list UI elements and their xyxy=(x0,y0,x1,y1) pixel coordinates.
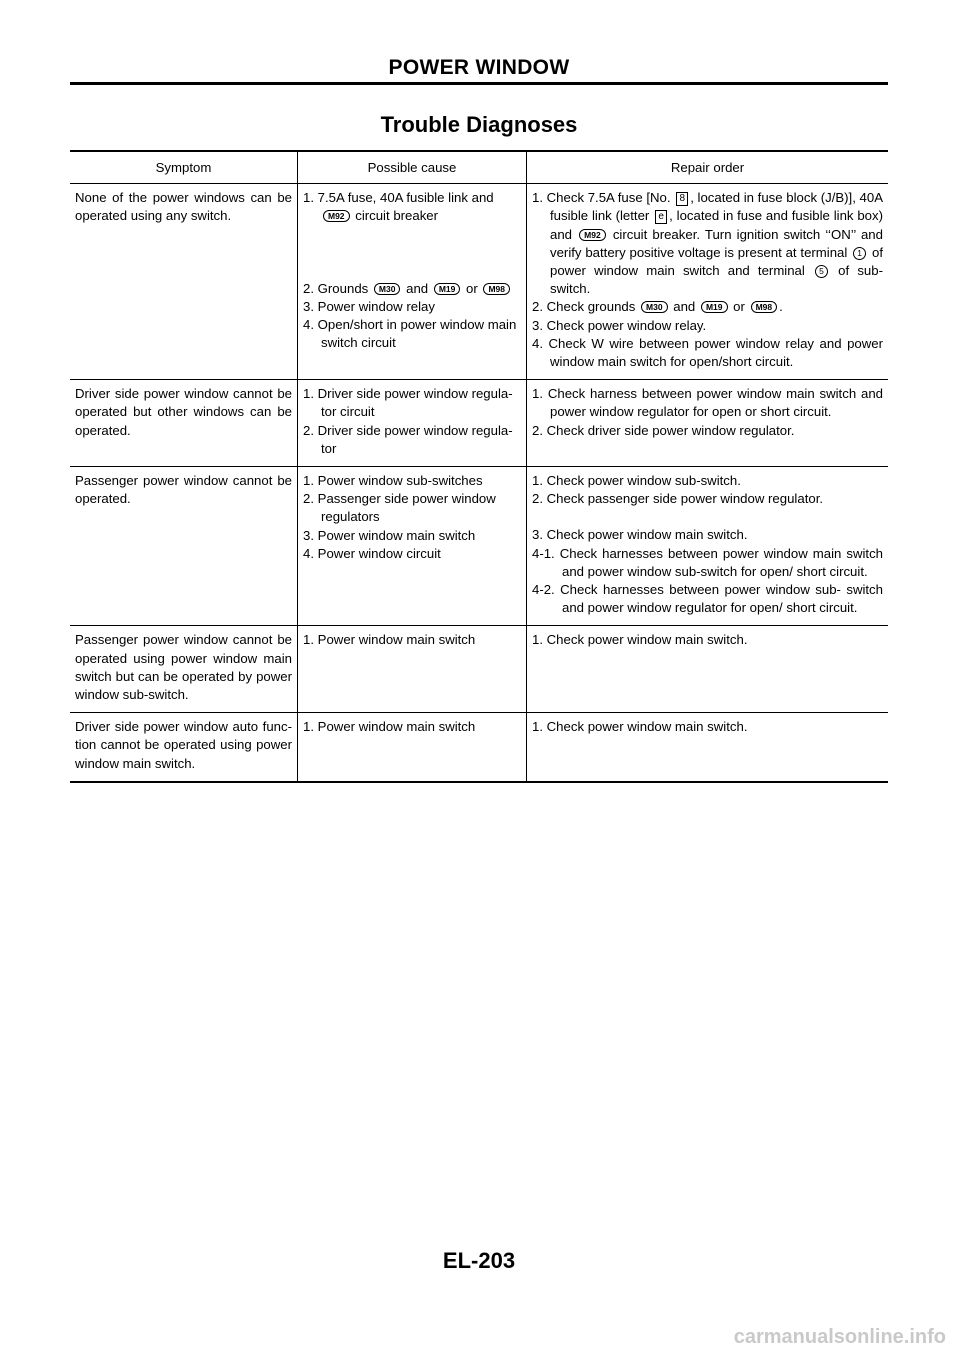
repair-item: 4. Check W wire between power window relay and power window main switch for open/short circuit. xyxy=(532,335,883,370)
page-number: EL-203 xyxy=(442,1248,516,1273)
cause-text: 2. Grounds xyxy=(303,280,369,296)
repair-text: . xyxy=(779,299,783,315)
section-header: POWER WINDOW xyxy=(388,56,570,79)
connector-tag: M19 xyxy=(434,283,461,295)
cause-text: and xyxy=(406,280,429,296)
repair-text: circuit breaker. Turn ignition switch ‘‘ON’’ and verify battery positive voltage is present at terminal xyxy=(550,226,883,260)
header-possible-cause: Possible cause xyxy=(298,151,527,184)
cause-cell xyxy=(298,713,527,782)
cause-item xyxy=(303,189,521,225)
connector-tag: M19 xyxy=(701,301,728,313)
cause-item: 3. Power window relay xyxy=(303,298,435,314)
repair-item xyxy=(532,189,883,298)
symptom-cell: Driver side power window cannot be operated but other windows can be operated. xyxy=(70,380,298,467)
repair-item: 2. Check driver side power window regulator. xyxy=(532,422,795,438)
repair-text: or xyxy=(733,299,745,315)
page-title: Trouble Diagnoses xyxy=(380,112,578,137)
table-row xyxy=(70,467,888,626)
repair-item: 1. Check power window sub-switch. xyxy=(532,473,741,489)
table-row xyxy=(70,184,888,380)
connector-tag: M92 xyxy=(323,210,350,222)
connector-tag: M98 xyxy=(483,283,510,295)
trouble-diagnoses-table xyxy=(70,150,888,783)
table-row xyxy=(70,626,888,713)
repair-item: 1. Check power window main switch. xyxy=(532,719,748,735)
repair-text: of power window main switch and terminal xyxy=(550,244,883,279)
cause-text: or xyxy=(466,280,478,296)
cause-text: 1. 7.5A fuse, 40A fusible link and xyxy=(303,190,494,206)
repair-cell xyxy=(527,380,889,467)
repair-item: 4-2. Check harnesses between power window sub- switch and power window regulator for open/ short circuit. xyxy=(532,582,883,616)
repair-item: 1. Check power window main switch. xyxy=(532,632,748,648)
cause-item: 1. Power window sub-switches xyxy=(303,473,483,489)
cause-item: 1. Power window main switch xyxy=(303,719,476,735)
connector-tag: M30 xyxy=(374,283,401,295)
repair-text: of sub-switch. xyxy=(550,263,883,297)
connector-tag: M92 xyxy=(579,229,606,241)
terminal-number-circle: 1 xyxy=(853,247,866,260)
repair-text: and xyxy=(673,299,696,315)
repair-cell xyxy=(527,626,889,713)
cause-text: circuit breaker xyxy=(355,208,439,224)
symptom-cell: Passenger power window cannot be operated. xyxy=(70,467,298,626)
table-header-row xyxy=(70,151,888,184)
repair-text: , located in fuse block (J/B)], 40A fusible link (letter xyxy=(550,190,883,224)
repair-text: 2. Check grounds xyxy=(532,299,636,315)
table-row xyxy=(70,380,888,467)
cause-item: 1. Driver side power window regula- tor circuit xyxy=(303,386,513,420)
repair-item: 4-1. Check harnesses between power window main switch and power window sub-switch for open/ short circuit. xyxy=(532,545,883,579)
cause-item xyxy=(303,280,521,298)
repair-item: 1. Check harness between power window main switch and power window regulator for open or short circuit. xyxy=(532,386,883,420)
fusible-link-letter-box: e xyxy=(655,210,667,224)
cause-cell xyxy=(298,380,527,467)
repair-item: 2. Check passenger side power window regulator. xyxy=(532,491,824,507)
repair-cell xyxy=(527,184,889,380)
repair-cell xyxy=(527,713,889,782)
cause-item: 2. Driver side power window regula- tor xyxy=(303,422,513,456)
cause-cell xyxy=(298,626,527,713)
repair-item: 3. Check power window relay. xyxy=(532,317,707,333)
repair-item: 3. Check power window main switch. xyxy=(532,527,748,543)
repair-cell xyxy=(527,467,889,626)
cause-item: 4. Open/short in power window main switch circuit xyxy=(303,317,517,351)
cause-item: 1. Power window main switch xyxy=(303,632,476,648)
cause-cell xyxy=(298,467,527,626)
watermark: carmanualsonline.info xyxy=(733,1326,946,1348)
connector-tag: M30 xyxy=(641,301,668,313)
table-row xyxy=(70,713,888,782)
repair-text: 1. Check 7.5A fuse [No. xyxy=(532,190,671,206)
fuse-number-box: 8 xyxy=(676,192,688,206)
header-rule xyxy=(70,82,888,85)
cause-item: 4. Power window circuit xyxy=(303,545,441,561)
header-symptom: Symptom xyxy=(70,151,298,184)
symptom-cell: None of the power windows can be operated using any switch. xyxy=(70,184,298,380)
repair-item xyxy=(532,298,883,316)
symptom-cell: Passenger power window cannot be operated using power window main switch but can be operated by power window sub-switch. xyxy=(70,626,298,713)
repair-text: , located in fuse and fusible link box) and xyxy=(550,208,883,242)
header-repair-order: Repair order xyxy=(527,151,889,184)
terminal-number-circle: 5 xyxy=(815,265,828,278)
cause-cell xyxy=(298,184,527,380)
cause-item: 2. Passenger side power window regulators xyxy=(303,491,496,525)
connector-tag: M98 xyxy=(751,301,778,313)
cause-item: 3. Power window main switch xyxy=(303,527,476,543)
symptom-cell: Driver side power window auto func- tion cannot be operated using power window main switch. xyxy=(70,713,298,782)
